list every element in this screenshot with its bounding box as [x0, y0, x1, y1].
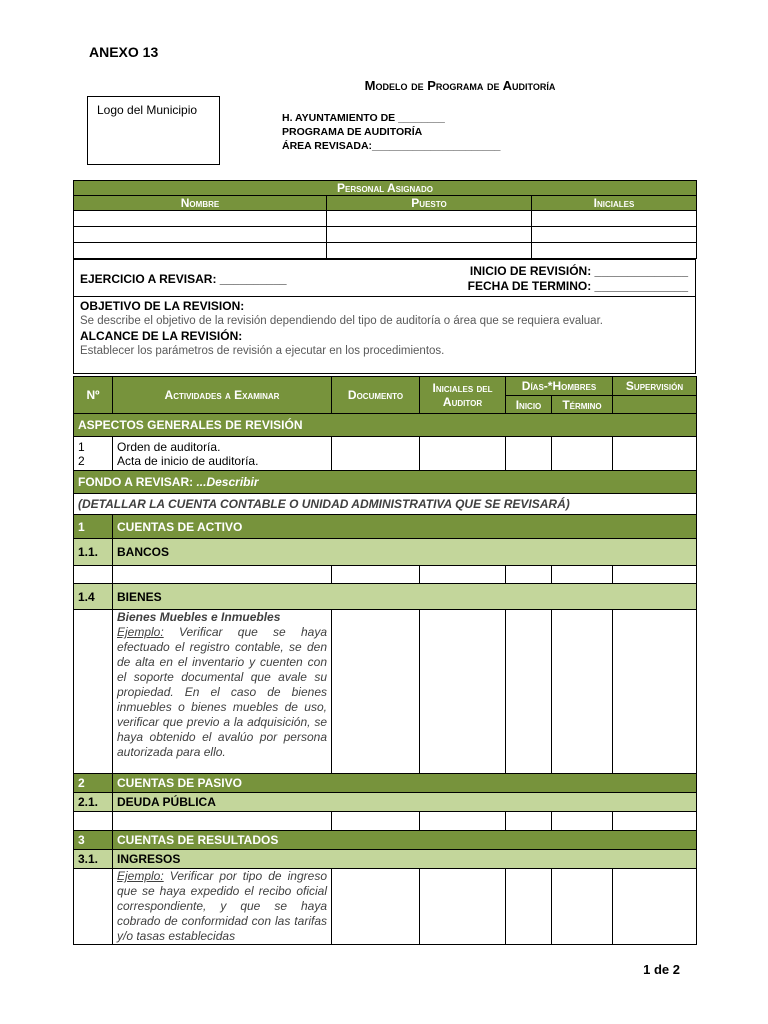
logo-placeholder: Logo del Municipio	[87, 96, 220, 165]
termino-cell[interactable]	[552, 610, 613, 774]
area-revisada-line: ÁREA REVISADA:______________________	[282, 140, 501, 152]
header-num: Nº	[74, 377, 113, 414]
annex-label: ANEXO 13	[89, 44, 159, 60]
supervision-cell[interactable]	[613, 437, 697, 471]
ejercicio-field[interactable]: EJERCICIO A REVISAR: __________	[80, 272, 287, 286]
fondo-value: ...Describir	[196, 475, 259, 489]
page-number: 1 de 2	[643, 962, 680, 977]
inicio-cell[interactable]	[506, 869, 552, 945]
col-puesto: Puesto	[327, 196, 532, 211]
objetivo-text: Se describe el objetivo de la revisión dependiendo del tipo de auditoría o área que se requiera evaluar.	[80, 315, 603, 327]
bienes-example-text: Verificar que se haya efectuado el registro contable, se den de alta en el inventario y cuenten con el soporte documental que avale su propiedad. En el caso de bienes inmuebles o bienes muebles de uso, verificar que previo a la adquisición, se haya obtenido el avalúo por persona autorizada para ello.	[117, 625, 327, 759]
documento-cell[interactable]	[332, 437, 420, 471]
section-bienes: BIENES	[113, 584, 697, 610]
inicio-cell[interactable]	[506, 610, 552, 774]
ingresos-activity	[113, 869, 332, 945]
header-supervision-sub	[613, 396, 697, 414]
section-number: 2.1.	[74, 793, 113, 812]
iniciales-cell[interactable]	[420, 610, 506, 774]
termino-cell[interactable]	[552, 812, 613, 831]
nombre-cell[interactable]	[74, 211, 327, 227]
iniciales-cell[interactable]	[532, 227, 697, 243]
ingresos-example-text: Verificar por tipo de ingreso que se haya expedido el recibo oficial correspondiente, y que se haya cobrado de conformidad con las tarifas y/o tasas establecidas	[117, 869, 327, 943]
supervision-cell[interactable]	[613, 610, 697, 774]
header-dias-hombres: Días-*Hombres	[506, 377, 613, 396]
review-info-box	[73, 259, 696, 374]
inicio-cell[interactable]	[506, 812, 552, 831]
section-cuentas-resultados: CUENTAS DE RESULTADOS	[113, 831, 697, 850]
personal-table	[73, 180, 697, 259]
review-description	[80, 299, 689, 359]
section-number: 3	[74, 831, 113, 850]
iniciales-cell[interactable]	[420, 437, 506, 471]
termino-cell[interactable]	[552, 437, 613, 471]
inicio-cell[interactable]	[506, 437, 552, 471]
documento-cell[interactable]	[332, 566, 420, 584]
document-title: Modelo de Programa de Auditoría	[364, 78, 556, 93]
puesto-cell[interactable]	[327, 243, 532, 259]
supervision-cell[interactable]	[613, 869, 697, 945]
puesto-cell[interactable]	[327, 227, 532, 243]
ejemplo-label: Ejemplo:	[117, 625, 164, 639]
bienes-activity	[113, 610, 332, 774]
documento-cell[interactable]	[332, 869, 420, 945]
section-ingresos: INGRESOS	[113, 850, 697, 869]
objetivo-label: OBJETIVO DE LA REVISION:	[80, 299, 245, 313]
iniciales-cell[interactable]	[532, 243, 697, 259]
activity-acta-inicio: Acta de inicio de auditoría.	[117, 453, 259, 468]
header-documento: Documento	[332, 377, 420, 414]
item-number: 1	[78, 439, 85, 454]
termino-cell[interactable]	[552, 566, 613, 584]
header-actividades: Actividades a Examinar	[113, 377, 332, 414]
ayuntamiento-line: H. AYUNTAMIENTO DE ________	[282, 112, 445, 124]
inicio-cell[interactable]	[506, 566, 552, 584]
section-cuentas-activo: CUENTAS DE ACTIVO	[113, 515, 697, 539]
personal-row	[74, 243, 697, 259]
aspectos-activities	[113, 437, 332, 471]
inicio-revision-field[interactable]: INICIO DE REVISIÓN: ______________	[469, 264, 688, 278]
col-nombre: Nombre	[74, 196, 327, 211]
termino-cell[interactable]	[552, 869, 613, 945]
header-termino: Término	[552, 396, 613, 414]
col-iniciales: Iniciales	[532, 196, 697, 211]
documento-cell[interactable]	[332, 610, 420, 774]
detallar-note: (DETALLAR LA CUENTA CONTABLE O UNIDAD ADMINISTRATIVA QUE SE REVISARÁ)	[74, 494, 697, 515]
fondo-label: FONDO A REVISAR:	[78, 475, 194, 489]
alcance-label: ALCANCE DE LA REVISIÓN:	[80, 329, 243, 343]
section-number: 1.4	[74, 584, 113, 610]
iniciales-cell[interactable]	[420, 812, 506, 831]
section-number: 1	[74, 515, 113, 539]
section-number: 2	[74, 774, 113, 793]
header-iniciales-auditor: Iniciales del Auditor	[420, 377, 506, 414]
activity-orden-auditoria: Orden de auditoría.	[117, 439, 221, 454]
header-inicio: Inicio	[506, 396, 552, 414]
header-supervision: Supervisión	[613, 377, 697, 396]
programa-line: PROGRAMA DE AUDITORÍA	[282, 126, 423, 138]
activity-cell[interactable]	[113, 812, 332, 831]
supervision-cell[interactable]	[613, 566, 697, 584]
personal-row	[74, 211, 697, 227]
bienes-title: Bienes Muebles e Inmuebles	[117, 610, 281, 624]
audit-program-table	[73, 376, 697, 945]
documento-cell[interactable]	[332, 812, 420, 831]
alcance-text: Establecer los parámetros de revisión a ejecutar en los procedimientos.	[80, 345, 445, 357]
nombre-cell[interactable]	[74, 227, 327, 243]
fecha-termino-field[interactable]: FECHA DE TERMINO: ______________	[467, 279, 688, 293]
iniciales-cell[interactable]	[532, 211, 697, 227]
section-number: 3.1.	[74, 850, 113, 869]
personal-row	[74, 227, 697, 243]
section-bancos: BANCOS	[113, 539, 697, 566]
aspectos-numbers	[74, 437, 113, 471]
personal-title: Personal Asignado	[74, 181, 697, 196]
section-cuentas-pasivo: CUENTAS DE PASIVO	[113, 774, 697, 793]
section-number: 1.1.	[74, 539, 113, 566]
supervision-cell[interactable]	[613, 812, 697, 831]
ejemplo-label: Ejemplo:	[117, 869, 164, 883]
puesto-cell[interactable]	[327, 211, 532, 227]
iniciales-cell[interactable]	[420, 566, 506, 584]
nombre-cell[interactable]	[74, 243, 327, 259]
section-deuda-publica: DEUDA PÚBLICA	[113, 793, 697, 812]
fondo-a-revisar-row	[74, 471, 697, 494]
item-number: 2	[78, 453, 85, 468]
activity-cell[interactable]	[113, 566, 332, 584]
review-dates	[74, 260, 695, 297]
aspectos-generales-row: ASPECTOS GENERALES DE REVISIÓN	[74, 414, 697, 437]
iniciales-cell[interactable]	[420, 869, 506, 945]
